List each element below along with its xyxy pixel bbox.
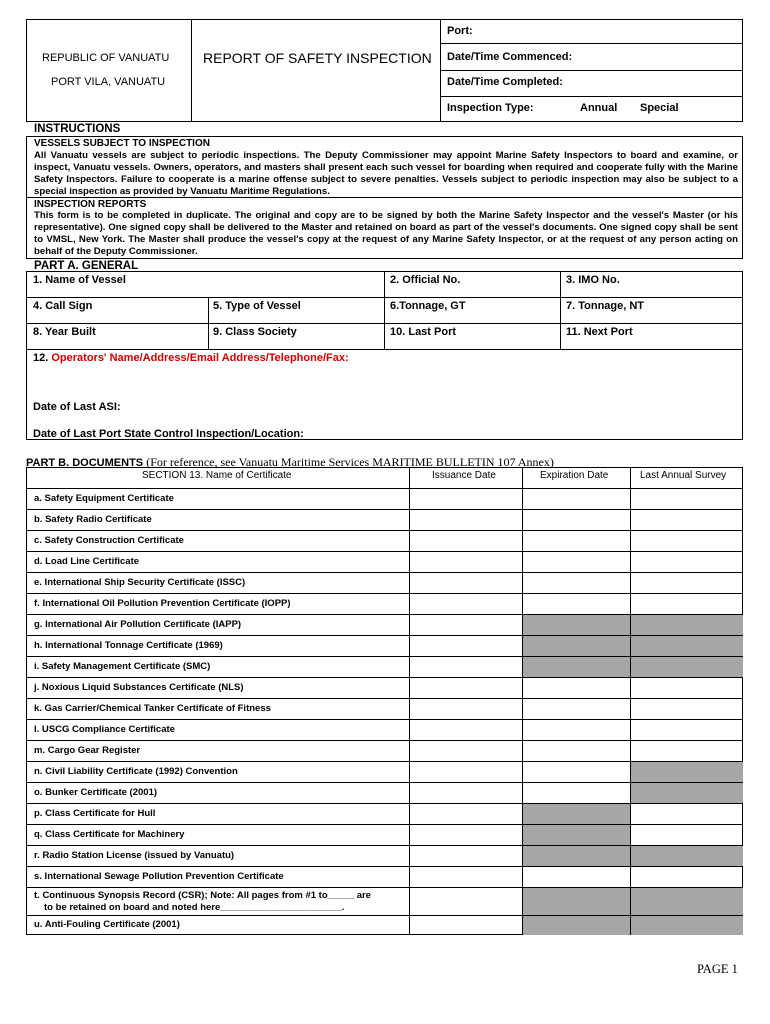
- certificate-label: a. Safety Equipment Certificate: [34, 493, 174, 504]
- shaded-cell: [523, 825, 630, 845]
- expiration-date-cell[interactable]: [523, 867, 630, 887]
- certificate-label: g. International Air Pollution Certificate (IAPP): [34, 619, 242, 630]
- issuance-date-cell[interactable]: [410, 678, 522, 698]
- last-port-field[interactable]: 10. Last Port: [390, 326, 457, 338]
- shaded-cell: [631, 615, 743, 635]
- class-society-field[interactable]: 9. Class Society: [213, 326, 297, 338]
- last-psc-field[interactable]: Date of Last Port State Control Inspection/Location:: [33, 428, 304, 440]
- annual-survey-cell[interactable]: [631, 867, 743, 887]
- certificate-label: r. Radio Station License (issued by Vanuatu): [34, 850, 235, 861]
- country-name: REPUBLIC OF VANUATU: [42, 52, 170, 64]
- inspection-type-field[interactable]: Inspection Type:: [447, 102, 534, 114]
- certificate-label: l. USCG Compliance Certificate: [34, 724, 175, 735]
- operators-field[interactable]: [33, 352, 349, 364]
- certificate-label: u. Anti-Fouling Certificate (2001): [34, 919, 180, 930]
- issuance-date-cell[interactable]: [410, 783, 522, 803]
- special-option[interactable]: Special: [640, 102, 679, 114]
- annual-survey-cell[interactable]: [631, 741, 743, 761]
- expiration-date-cell[interactable]: [523, 489, 630, 509]
- call-sign-field[interactable]: 4. Call Sign: [33, 300, 93, 312]
- official-no-field[interactable]: 2. Official No.: [390, 274, 461, 286]
- issuance-date-cell[interactable]: [410, 867, 522, 887]
- col-header-issuance: Issuance Date: [432, 470, 496, 481]
- section-heading: VESSELS SUBJECT TO INSPECTION: [34, 138, 210, 149]
- annual-survey-cell[interactable]: [631, 699, 743, 719]
- divider: [26, 349, 743, 350]
- certificate-label: k. Gas Carrier/Chemical Tanker Certificate of Fitness: [34, 703, 271, 714]
- annual-survey-cell[interactable]: [631, 489, 743, 509]
- operators-number: 12.: [33, 352, 49, 364]
- certificate-label: t. Continuous Synopsis Record (CSR); Note: All pages from #1 to_____ are: [34, 890, 371, 901]
- col-header-name: SECTION 13. Name of Certificate: [142, 470, 292, 481]
- shaded-cell: [523, 846, 630, 866]
- divider: [560, 271, 561, 349]
- annual-survey-cell[interactable]: [631, 825, 743, 845]
- issuance-date-cell[interactable]: [410, 657, 522, 677]
- annual-survey-cell[interactable]: [631, 573, 743, 593]
- issuance-date-cell[interactable]: [410, 741, 522, 761]
- col-header-expiration: Expiration Date: [540, 470, 609, 481]
- issuance-date-cell[interactable]: [410, 594, 522, 614]
- annual-survey-cell[interactable]: [631, 720, 743, 740]
- certificate-label: m. Cargo Gear Register: [34, 745, 141, 756]
- issuance-date-cell[interactable]: [410, 916, 522, 935]
- part-b-heading: PART B. DOCUMENTS: [26, 457, 144, 469]
- issuance-date-cell[interactable]: [410, 804, 522, 824]
- shaded-cell: [523, 636, 630, 656]
- issuance-date-cell[interactable]: [410, 552, 522, 572]
- section-text: This form is to be completed in duplicate. The original and copy are to be signed by both the Marine Safety Inspector and the vessel's Master (or his representative). One signed copy shall be delivered to the Master and retained on board as part of the vessel's documents. One signed copy shall be sent to VMSL, New York. The Master shall produce the vessel's copy at the request of any Marine Safety Inspector, or at the request of any person acting on behalf of the Deputy Commissioner.: [34, 210, 738, 257]
- shaded-cell: [631, 888, 743, 915]
- year-built-field[interactable]: 8. Year Built: [33, 326, 96, 338]
- page-title: REPORT OF SAFETY INSPECTION: [203, 50, 432, 66]
- certificate-label: h. International Tonnage Certificate (1969): [34, 640, 223, 651]
- section-heading: INSPECTION REPORTS: [34, 199, 147, 210]
- divider: [191, 19, 192, 122]
- port-field[interactable]: Port:: [447, 25, 473, 37]
- certificate-label: f. International Oil Pollution Prevention Certificate (IOPP): [34, 598, 291, 609]
- issuance-date-cell[interactable]: [410, 762, 522, 782]
- city-name: PORT VILA, VANUATU: [51, 76, 166, 88]
- issuance-date-cell[interactable]: [410, 636, 522, 656]
- shaded-cell: [631, 762, 743, 782]
- certificate-label: q. Class Certificate for Machinery: [34, 829, 185, 840]
- vessel-name-field[interactable]: 1. Name of Vessel: [33, 274, 126, 286]
- imo-no-field[interactable]: 3. IMO No.: [566, 274, 620, 286]
- last-asi-field[interactable]: Date of Last ASI:: [33, 401, 121, 413]
- date-commenced-field[interactable]: Date/Time Commenced:: [447, 51, 573, 63]
- section-text: All Vanuatu vessels are subject to periodic inspections. The Deputy Commissioner may appoint Marine Safety Inspectors to board and examine, or inspect, Vanuatu vessels. Owners, operators, and masters shall present each such vessel for boarding when required and cooperate fully with the Marine Safety Inspectors. Failure to cooperate is a marine offense subject to severe penalties. Vessels subject to periodic inspection may also be subject to a special inspection as provided by Vanuatu Maritime Regulations.: [34, 150, 738, 197]
- certificate-label: i. Safety Management Certificate (SMC): [34, 661, 211, 672]
- expiration-date-cell[interactable]: [523, 699, 630, 719]
- expiration-date-cell[interactable]: [523, 510, 630, 530]
- vessel-type-field[interactable]: 5. Type of Vessel: [213, 300, 301, 312]
- issuance-date-cell[interactable]: [410, 825, 522, 845]
- expiration-date-cell[interactable]: [523, 678, 630, 698]
- certificate-label-line2: to be retained on board and noted here_______________________.: [44, 902, 345, 913]
- expiration-date-cell[interactable]: [523, 531, 630, 551]
- part-b-reference: (For reference, see Vanuatu Maritime Services MARITIME BULLETIN 107 Annex): [146, 455, 554, 469]
- expiration-date-cell[interactable]: [523, 720, 630, 740]
- shaded-cell: [523, 804, 630, 824]
- shaded-cell: [523, 615, 630, 635]
- issuance-date-cell[interactable]: [410, 615, 522, 635]
- divider: [440, 43, 743, 44]
- certificate-label: s. International Sewage Pollution Prevention Certificate: [34, 871, 284, 882]
- annual-survey-cell[interactable]: [631, 531, 743, 551]
- issuance-date-cell[interactable]: [410, 573, 522, 593]
- certificate-label: c. Safety Construction Certificate: [34, 535, 184, 546]
- issuance-date-cell[interactable]: [410, 699, 522, 719]
- annual-survey-cell[interactable]: [631, 510, 743, 530]
- expiration-date-cell[interactable]: [523, 783, 630, 803]
- shaded-cell: [631, 783, 743, 803]
- certificate-label: o. Bunker Certificate (2001): [34, 787, 158, 798]
- shaded-cell: [523, 657, 630, 677]
- annual-survey-cell[interactable]: [631, 678, 743, 698]
- expiration-date-cell[interactable]: [523, 552, 630, 572]
- issuance-date-cell[interactable]: [410, 489, 522, 509]
- certificate-label: n. Civil Liability Certificate (1992) Convention: [34, 766, 238, 777]
- instructions-heading: INSTRUCTIONS: [34, 123, 121, 135]
- expiration-date-cell[interactable]: [523, 573, 630, 593]
- shaded-cell: [631, 916, 743, 935]
- date-completed-field[interactable]: Date/Time Completed:: [447, 76, 563, 88]
- issuance-date-cell[interactable]: [410, 846, 522, 866]
- operators-label: Operators' Name/Address/Email Address/Telephone/Fax:: [51, 352, 349, 364]
- issuance-date-cell[interactable]: [410, 510, 522, 530]
- certificate-label: e. International Ship Security Certificate (ISSC): [34, 577, 246, 588]
- shaded-cell: [631, 657, 743, 677]
- page-number: PAGE 1: [697, 962, 738, 976]
- tonnage-gt-field[interactable]: 6.Tonnage, GT: [390, 300, 466, 312]
- annual-survey-cell[interactable]: [631, 594, 743, 614]
- certificate-label: b. Safety Radio Certificate: [34, 514, 152, 525]
- expiration-date-cell[interactable]: [523, 762, 630, 782]
- certificate-label: p. Class Certificate for Hull: [34, 808, 156, 819]
- shaded-cell: [523, 916, 630, 935]
- shaded-cell: [631, 846, 743, 866]
- next-port-field[interactable]: 11. Next Port: [566, 326, 633, 338]
- issuance-date-cell[interactable]: [410, 531, 522, 551]
- shaded-cell: [523, 888, 630, 915]
- divider: [384, 271, 385, 349]
- divider: [440, 70, 743, 71]
- certificate-label: j. Noxious Liquid Substances Certificate (NLS): [34, 682, 244, 693]
- annual-survey-cell[interactable]: [631, 804, 743, 824]
- certificate-label: d. Load Line Certificate: [34, 556, 140, 567]
- issuance-date-cell[interactable]: [410, 720, 522, 740]
- col-header-survey: Last Annual Survey: [640, 470, 727, 481]
- annual-option[interactable]: Annual: [580, 102, 618, 114]
- annual-survey-cell[interactable]: [631, 552, 743, 572]
- part-a-heading: PART A. GENERAL: [34, 260, 139, 272]
- tonnage-nt-field[interactable]: 7. Tonnage, NT: [566, 300, 645, 312]
- shaded-cell: [631, 636, 743, 656]
- expiration-date-cell[interactable]: [523, 594, 630, 614]
- issuance-date-cell[interactable]: [410, 888, 522, 915]
- divider: [440, 96, 743, 97]
- expiration-date-cell[interactable]: [523, 741, 630, 761]
- divider: [208, 297, 209, 349]
